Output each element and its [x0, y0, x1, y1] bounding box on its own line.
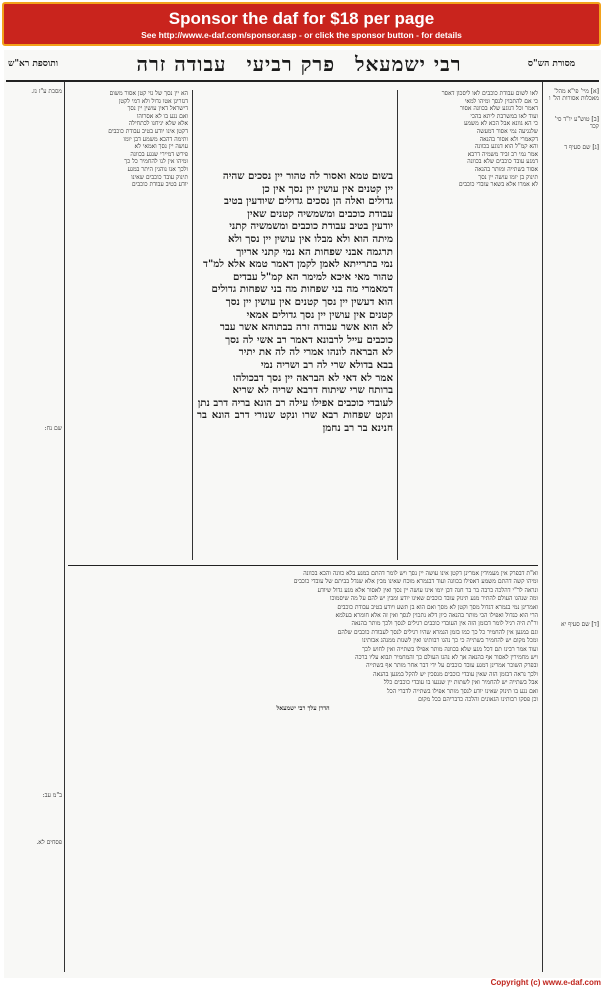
- rashi-line: דאמר וכל דנוגע שלא בכוונה אסור: [460, 105, 538, 113]
- gemara-line: קטנים אין עושין יין נסך גדולים אמאי: [246, 308, 393, 321]
- header-chapter-number: פרק רביעי: [246, 52, 336, 76]
- tosafot-line: ומיהו אין לנו להחמיר כל כך: [124, 158, 188, 166]
- gemara-text: [197, 170, 393, 542]
- right-margin-rule: [542, 82, 543, 972]
- gemara-line: טהור מאי איכא למימר הא קמ"ל עבדים: [233, 270, 393, 283]
- commentary-separator: [68, 565, 538, 566]
- commentary-line: ומיהו קשה דהתם משמע דאפילו בכוונה ועוד דבגמרא מוכח שאינו מבין אלא שגדל בביתם של עובדי כוכבים: [293, 578, 538, 586]
- gemara-line: דמאמרי מה בני שפחות מה בני שפחות גדולים: [211, 283, 393, 296]
- gemara-line: הוא דעשין יין נסך קטנים אין עושין יין נסך: [225, 295, 393, 308]
- commentary-line: ועוד אמר רבינו תם דכל מגע שלא בכוונה מותר אפילו בשתייה ואין לחוש לכך: [362, 645, 538, 653]
- rashi-line: לאו לשום עבודת כוכבים לאו ליסכון דאסר: [441, 90, 538, 97]
- commentary-line: הרי הוא כגדול ואפילו הכי מותר בהנאה כיון דלא נתכוין לנסך ואין זה אלא חומרא בעלמא: [335, 612, 538, 620]
- left-margin-rule: [64, 82, 65, 972]
- gemara-line: ברותח שרי שיתוח דרבא שריה לא שריא: [232, 384, 393, 397]
- gemara-line: גדולים ואלה הן נסכים גדולים שיודעין בטיב: [223, 195, 393, 208]
- gemara-line: כוכבים עייל לרבונא דאמר רב אשי לה נסך: [225, 333, 393, 346]
- gemara-line: עבודת כוכבים ומשמשיה קטנים שאין: [247, 207, 393, 220]
- commentary-line: ומכל מקום יש להחמיר בשתייה כי כך נהגו רבותינו ואין לשנות ממנהג אבותינו: [362, 637, 538, 645]
- tosafot-line: דקטן אינו יודע בטיב עבודת כוכבים: [108, 127, 188, 135]
- page-header: [104, 52, 494, 77]
- tosafot-line: פירש דמיירי שנגע בכוונה: [130, 150, 188, 158]
- commentary-line: הדרן עלך רבי ישמעאל: [276, 704, 330, 712]
- tosafot-line: תינוק עובד כוכבים שאינו: [131, 173, 188, 181]
- rashi-line: תינוק בן יומו עושה יין נסך: [478, 173, 538, 181]
- rashi-column: [402, 90, 538, 560]
- commentary-line: וגם במגען אין להחמיר כל כך כמו בזמן הגמרא שהיו רגילים לנסך לעבודת כוכבים שלהם: [337, 628, 538, 636]
- margin-note: שם נח:: [44, 425, 62, 432]
- gemara-line: בבא בדולא שרי לה רב ושריה נמי: [260, 358, 393, 371]
- tosafot-line: ולכך אנו נוהגין היתר במגע: [127, 165, 188, 173]
- commentary-line: ואם נגע בו תינוק שאינו יודע לנסך מותר אפילו בשתייה לדברי הכל: [386, 687, 538, 695]
- tosafot-line: הא יין נסך של גוי קטן אסור משום: [109, 90, 188, 97]
- sponsor-banner[interactable]: [2, 2, 601, 46]
- commentary-line: ור"ת היה רגיל לומר דבזמן הזה אין העובדי כוכבים רגילים לנסך ולכך מותר בהנאה: [351, 620, 538, 628]
- tosafot-line: דישראל דאין עושין יין נסך: [127, 105, 188, 113]
- gemara-line: בשום טמא ואסור לה טהור יין נסכים שהיה: [222, 170, 393, 182]
- tosafot-line: דגזרינן אטו גדול ולא דמי לקטן: [118, 97, 188, 105]
- header-tractate: עבודה זרה: [136, 52, 227, 76]
- rashi-line: כי אם להתכוין לנסך ומיהו למאי: [464, 97, 538, 105]
- tosafot-line: ותימה דהכא משמע דבן יומו: [123, 135, 188, 143]
- gemara-line: מיתה הוא ולא מבלו אין עושין יין נסך ולא: [227, 232, 393, 245]
- sponsor-title[interactable]: Sponsor the daf for $18 per page: [168, 9, 435, 28]
- gemara-line: יודעין בטיב עבודת כוכבים ומשמשיה קתני: [229, 220, 393, 233]
- left-margin-notes: [8, 88, 62, 846]
- masoret-hashas-header: מסורת הש"ס: [527, 59, 576, 69]
- rashi-line: ועוד לאו במשרבת ליתא בהכי: [470, 112, 538, 120]
- gemara-line: לעובדי כוכבים אפילו עילה רב הונא בריה דרב נתן: [197, 396, 393, 409]
- commentary-line: אבל בשתייה יש להחמיר ואין לשתות יין שנגעו בו עובדי כוכבים כלל: [383, 679, 538, 687]
- rashi-line: שלנגיעה נמי אסור דמעשה: [476, 127, 538, 135]
- commentary-line: ונראה לר"י דהלכה כרבה בר בר חנה דבן יומו אינו עושה יין נסך ואין לאסור אלא מגע גדול שיודע: [317, 586, 538, 594]
- header-chapter-name: רבי ישמעאל: [355, 52, 462, 76]
- gemara-line: נמי בתרייתא לאמן לקמן דאמר טמא אלא למ"ד: [203, 258, 393, 271]
- rashi-line: דמגע עובד כוכבים שלא בכוונה: [467, 158, 538, 166]
- tosafot-line: יודע בטיב עבודת כוכבים: [131, 181, 188, 189]
- gemara-line: תרגמה אבני שפחות הא נמי קתני אריוך: [236, 245, 393, 258]
- gemara-line: יין קטנים אין עושין יין נסך אין כן: [262, 182, 393, 195]
- tosafot-divider: [192, 90, 193, 560]
- gemara-line: לא הוא אשר עבודה זרה בבתוהא אשר עבר: [219, 321, 393, 334]
- commentary-line: ומה שנהגו העולם להתיר מגע תינוק עובד כוכבים שאינו יודע ומבין יש להם על מה שיסמוכו: [329, 595, 538, 603]
- margin-note: פסחים לא.: [36, 839, 62, 846]
- commentary-line: ויש מחמירין לאסור אף בהנאה אך לא נהגו העולם כך והמחמיר תבוא עליו ברכה: [355, 654, 538, 662]
- gemara-line: אמר לא דאי לא הבראה יין נסך דבכולהו: [233, 371, 393, 384]
- rashi-line: והא קמ"ל הוא דנוגע בכוונה: [474, 143, 538, 151]
- tosafot-line: אלא שלא יניחנו לכתחילה: [128, 120, 188, 128]
- gemara-line: לא הבראה לונהו אמרי לה לה את יתיר: [238, 346, 393, 359]
- rashi-line: כי הא גוונא אבל הכא לא משמע: [463, 120, 538, 128]
- margin-note: [ד] שם סעיף יא: [561, 621, 599, 628]
- right-margin-notes: [545, 88, 599, 628]
- tosafot-line: ואם נגע בו לא אסרוהו: [136, 112, 188, 120]
- tosafot-line: עושה יין נסך ואמאי לא: [134, 143, 188, 151]
- margin-note: [ב] טוש"ע יו"ד סי' קכד: [554, 116, 599, 130]
- copyright-link[interactable]: Copyright (c) www.e-daf.com: [490, 978, 601, 987]
- commentary-line: ובפרק השוכר אמרינן דמגע עובד כוכבים על ידי דבר אחר מותר אף בשתייה: [366, 662, 538, 670]
- rashi-line: דקאמרי ולא אסור בהנאה: [479, 135, 538, 143]
- margin-note: ב"מ עב:: [42, 792, 62, 799]
- rashi-line: לא אמרו אלא בשאר עובדי כוכבים: [458, 181, 538, 189]
- gemara-line: ונקט שפחות רבא שרו ונקט שנורי דרב הונא בר חנינא בר רב נחמן: [197, 409, 393, 434]
- commentary-line: וא"ת דבפרק אין מעמידין אמרינן דקטן אינו עושה יין נסך ויש לומר דהתם במגע בלא כוונה והכא בכוונה: [303, 570, 538, 577]
- tosafot-rosh-header: ותוספת רא"ש: [8, 59, 58, 69]
- commentary-line: ולכך נראה דבזמן הזה שאין עובדי כוכבים מנסכין יש להקל במגען בהנאה: [373, 670, 538, 678]
- sponsor-subtitle[interactable]: See http://www.e-daf.com/sponsor.asp - or click the sponsor button - for details: [141, 30, 462, 40]
- commentary-line: וכן פסקו רבותינו הגאונים והלכה כדבריהם בכל מקום: [418, 696, 538, 704]
- tosafot-column: [68, 90, 188, 560]
- rashi-line: אסור בשתייה ומותר בהנאה: [474, 165, 538, 173]
- rashi-divider: [397, 90, 398, 560]
- margin-note: [ג] שם סעיף ד: [564, 144, 599, 151]
- rashi-line: אמר נמי רב זביד משמיה דרבא: [467, 150, 538, 158]
- margin-note: [א] מיי' פי"א מהל' מאכלות אסורות הל' ו: [549, 88, 599, 102]
- lower-commentary: [68, 570, 538, 970]
- header-rule: [6, 80, 599, 82]
- talmud-page: [4, 50, 601, 978]
- margin-note: מסכת ע"ז נז.: [31, 88, 62, 95]
- commentary-line: ואמרינן נמי בגמרא דגדול מסך וקטן לא מסך ואם הוא בן תשע ויודע בטיב עבודת כוכבים: [337, 603, 538, 611]
